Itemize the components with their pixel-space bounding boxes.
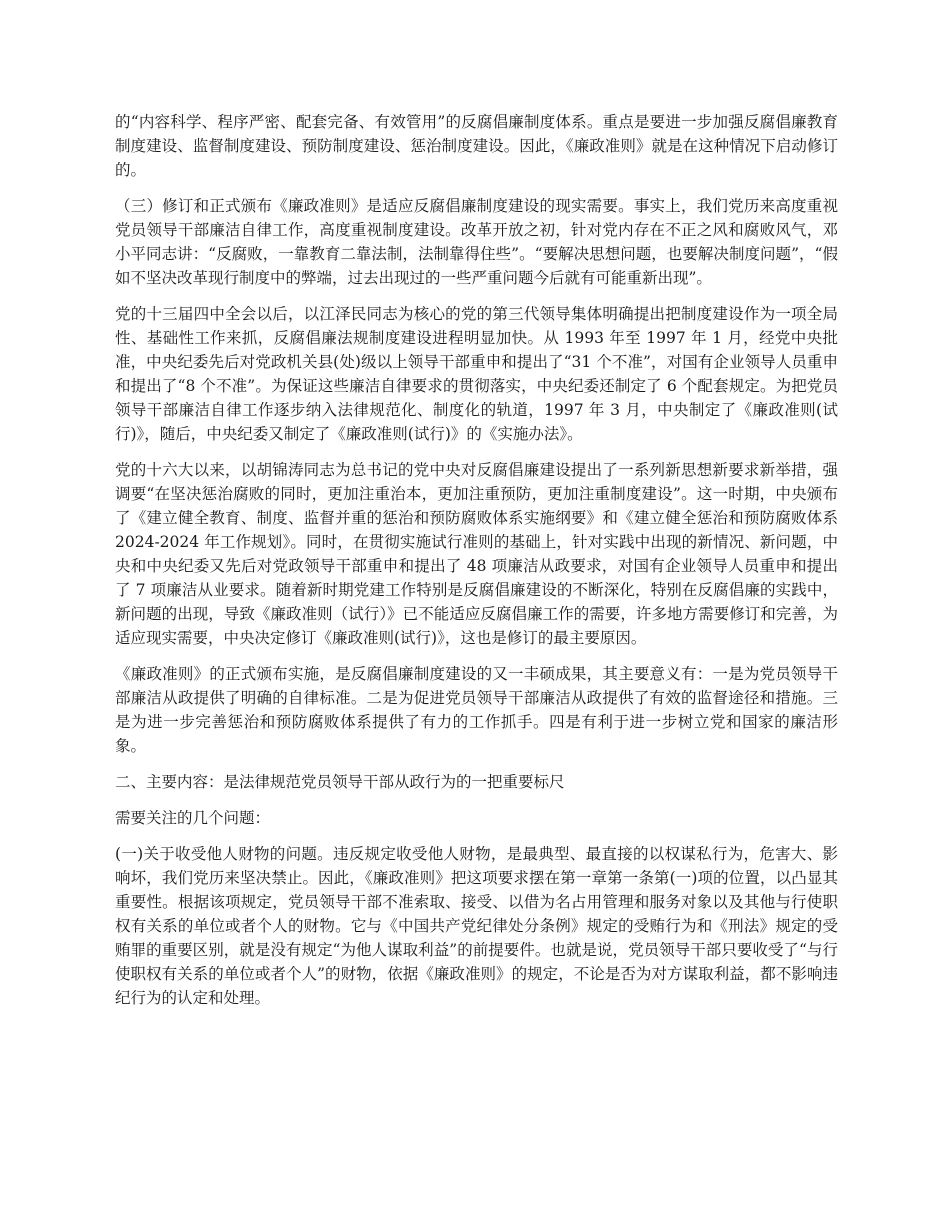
paragraph-3: 党的十三届四中全会以后，以江泽民同志为核心的党的第三代领导集体明确提出把制度建设作为一项全局性、基础性工作来抓，反腐倡廉法规制度建设进程明显加快。从 1993 年至 1997 年 1 月，经党中央批准，中央纪委先后对党政机关县(处)级以上领导干部重申和提出了“31 个不准”，对国有企业领导人员重申和提出了“8 个不准”。为保证这些廉洁自律要求的贯彻落实，中央纪委还制定了 6 个配套规定。为把党员领导干部廉洁自律工作逐步纳入法律规范化、制度化的轨道，1997 年 3 月，中央制定了《廉政准则(试行)》，随后，中央纪委又制定了《廉政准则(试行)》的《实施办法》。: [115, 305, 838, 443]
section-heading: 二、主要内容：是法律规范党员领导干部从政行为的一把重要标尺: [115, 773, 565, 791]
paragraph-7: 需要关注的几个问题：: [115, 809, 271, 827]
paragraph-4: 党的十六大以来，以胡锦涛同志为总书记的党中央对反腐倡廉建设提出了一系列新思想新要求新举措，强调要“在坚决惩治腐败的同时，更加注重治本，更加注重预防，更加注重制度建设”。这一时期，中央颁布了《建立健全教育、制度、监督并重的惩治和预防腐败体系实施纲要》和《建立健全惩治和预防腐败体系 2024-2024 年工作规划》。同时，在贯彻实施试行准则的基础上，针对实践中出现的新情况、新问题，中央和中央纪委又先后对党政领导干部重申和提出了 48 项廉洁从政要求，对国有企业领导人员重申和提出了 7 项廉洁从业要求。随着新时期党建工作特别是反腐倡廉建设的不断深化，特别在反腐倡廉的实践中，新问题的出现，导致《廉政准则（试行）》已不能适应反腐倡廉工作的需要，许多地方需要修订和完善，为适应现实需要，中央决定修订《廉政准则(试行)》，这也是修订的最主要原因。: [115, 461, 838, 647]
paragraph-8: (一)关于收受他人财物的问题。违反规定收受他人财物，是最典型、最直接的以权谋私行为，危害大、影响坏，我们党历来坚决禁止。因此，《廉政准则》把这项要求摆在第一章第一条第(一)项的位置，以凸显其重要性。根据该项规定，党员领导干部不准索取、接受、以借为名占用管理和服务对象以及其他与行使职权有关系的单位或者个人的财物。它与《中国共产党纪律处分条例》规定的受贿行为和《刑法》规定的受贿罪的重要区别，就是没有规定“为他人谋取利益”的前提要件。也就是说，党员领导干部只要收受了“与行使职权有关系的单位或者个人”的财物，依据《廉政准则》的规定，不论是否为对方谋取利益，都不影响违纪行为的认定和处理。: [115, 845, 838, 1007]
paragraph-1: 的“内容科学、程序严密、配套完备、有效管用”的反腐倡廉制度体系。重点是要进一步加强反腐倡廉教育制度建设、监督制度建设、预防制度建设、惩治制度建设。因此，《廉政准则》就是在这种情况下启动修订的。: [115, 113, 838, 179]
paragraph-5: 《廉政准则》的正式颁布实施，是反腐倡廉制度建设的又一丰硕成果，其主要意义有：一是为党员领导干部廉洁从政提供了明确的自律标准。二是为促进党员领导干部廉洁从政提供了有效的监督途径和措施。三是为进一步完善惩治和预防腐败体系提供了有力的工作抓手。四是有利于进一步树立党和国家的廉洁形象。: [115, 665, 838, 755]
paragraph-2: （三）修订和正式颁布《廉政准则》是适应反腐倡廉制度建设的现实需要。事实上，我们党历来高度重视党员领导干部廉洁自律工作，高度重视制度建设。改革开放之初，针对党内存在不正之风和腐败风气，邓小平同志讲：“反腐败，一靠教育二靠法制，法制靠得住些”。“要解决思想问题，也要解决制度问题”，“假如不坚决改革现行制度中的弊端，过去出现过的一些严重问题今后就有可能重新出现”。: [115, 197, 838, 287]
